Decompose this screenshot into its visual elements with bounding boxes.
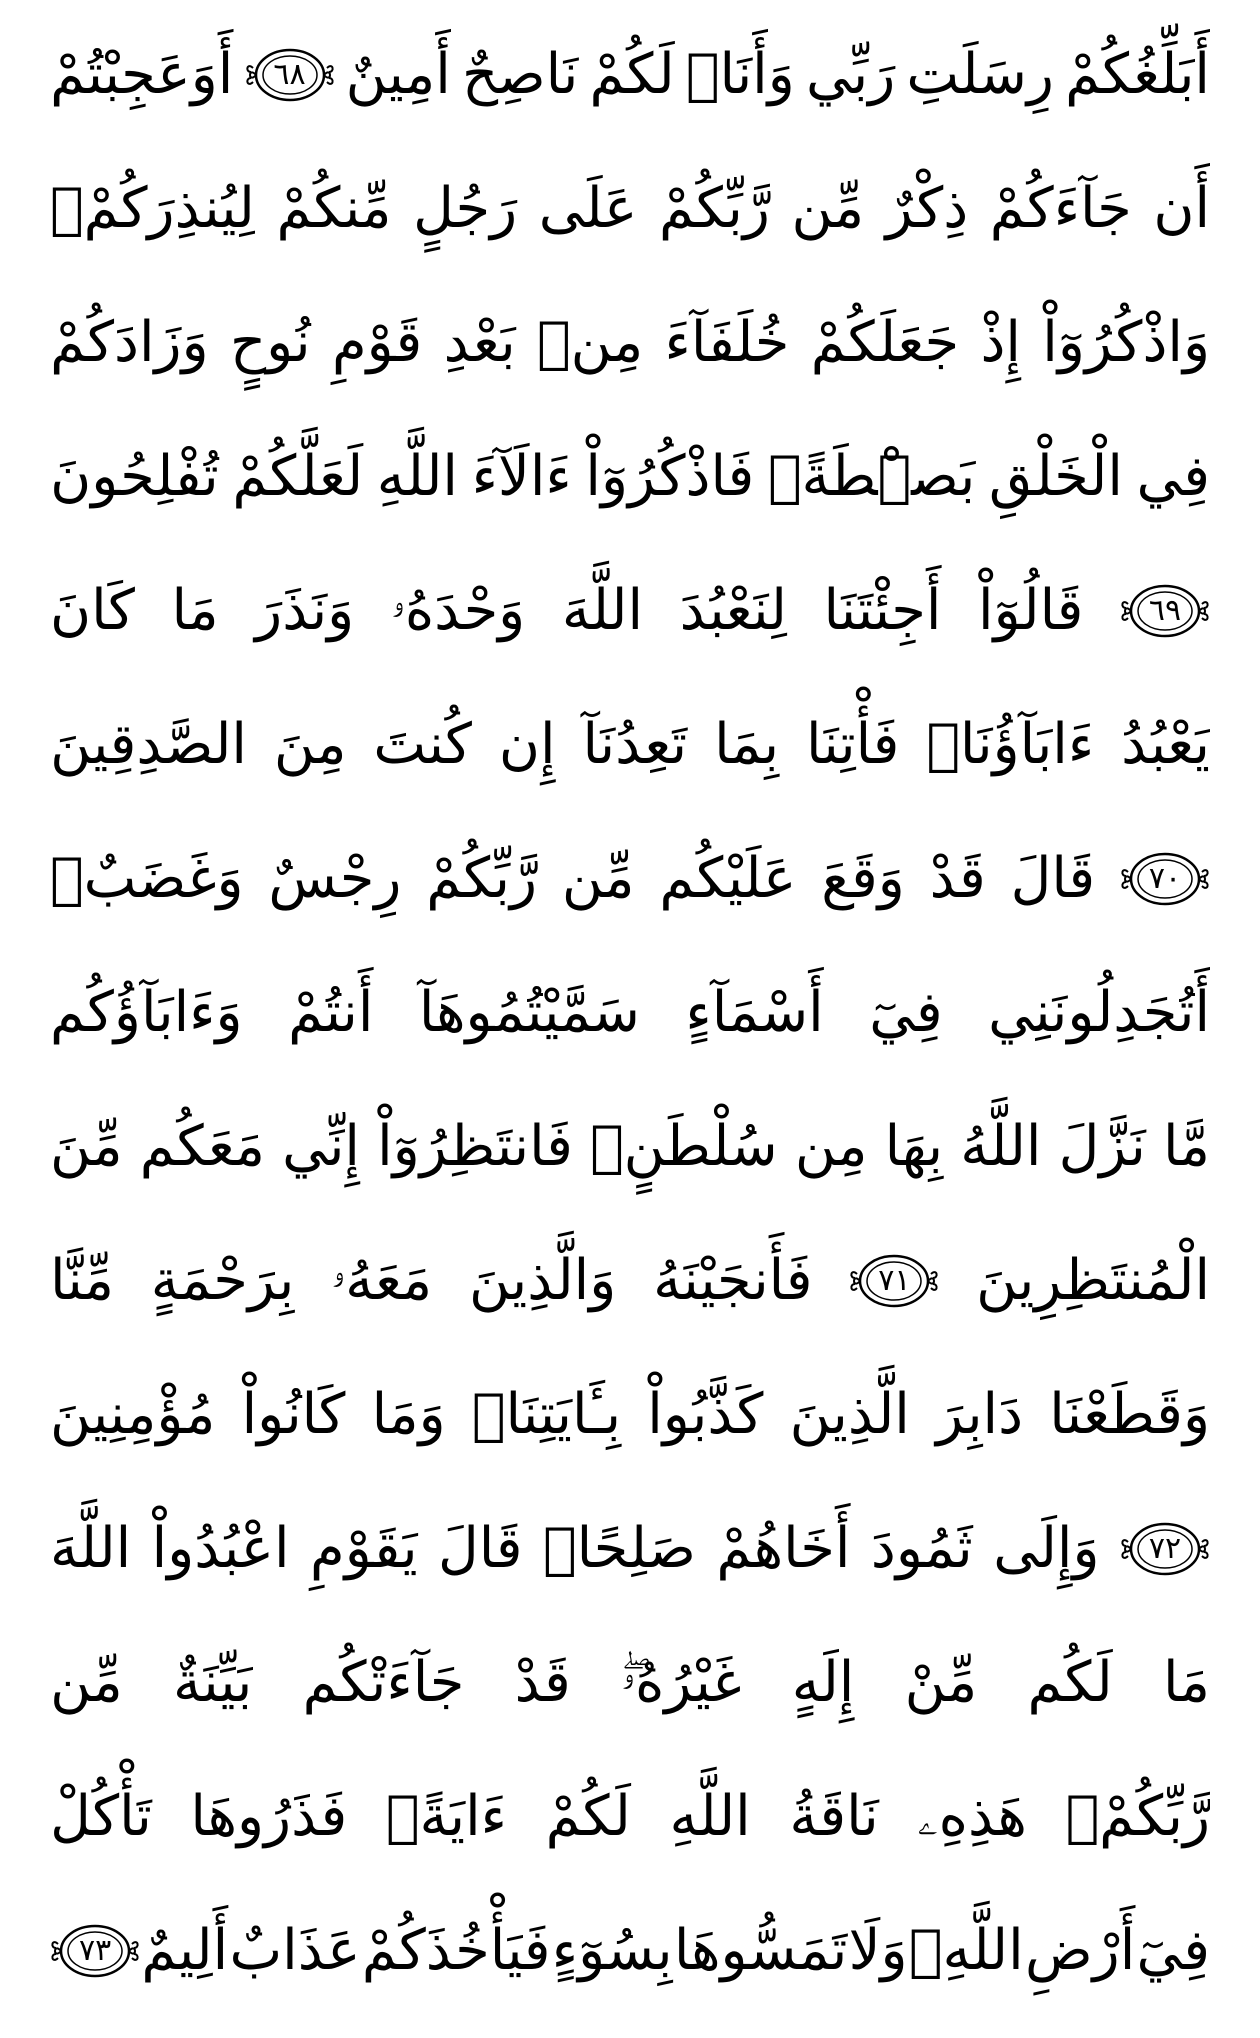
verse-line — [50, 142, 1210, 276]
quran-word: بِسُوٓءٍ — [551, 1918, 673, 1983]
quran-word: تَأْكُلْ — [50, 1784, 152, 1849]
quran-word: يَقَوْمِ — [310, 1516, 418, 1581]
quran-word: اللَّهَ — [50, 1516, 132, 1581]
quran-word: وَلَا — [848, 1918, 908, 1983]
quran-word: وَالَّذِينَ — [469, 1248, 617, 1313]
quran-word: اعْبُدُواْ — [151, 1516, 290, 1581]
verse-line — [50, 678, 1210, 812]
verse-line — [50, 276, 1210, 410]
quran-word: فِي — [1136, 444, 1210, 509]
quran-word: صَلِحًاۗ — [543, 1516, 696, 1581]
quran-word: عَذَابٌ — [229, 1918, 361, 1983]
quran-word: لَكُمْ — [545, 1784, 631, 1849]
ayah-ornament-right-flourish — [1199, 1540, 1208, 1558]
quran-word: مَعَهُۥ — [331, 1248, 433, 1313]
quran-word: رَجُلٍ — [413, 176, 518, 241]
ayah-end-marker — [849, 1250, 939, 1312]
quran-word: نَاصِحٌ — [461, 42, 579, 107]
ayah-ornament-right-flourish — [1199, 870, 1208, 888]
quran-word: أَرْضِ — [1024, 1918, 1136, 1983]
quran-word: ثَمُودَ — [870, 1516, 973, 1581]
quran-word: وَغَضَبٌۖ — [50, 846, 244, 911]
quran-word: مَا — [1162, 1650, 1210, 1715]
quran-word: وَقَعَ — [821, 846, 905, 911]
quran-word: اللَّهِ — [376, 444, 458, 509]
quran-word: ءَايَةًۖ — [385, 1784, 507, 1849]
quran-word: خُلَفَآءَ — [664, 310, 790, 375]
quran-word: فَأَنجَيْنَهُ — [653, 1248, 813, 1313]
quran-word: رَّبِّكُمْ — [659, 176, 770, 241]
ayah-ornament-right-flourish — [928, 1272, 937, 1290]
quran-word: أَبَلِّغُكُمْ — [1065, 42, 1210, 107]
quran-word: فَانتَظِرُوٓاْ — [377, 1114, 573, 1179]
quran-word: أَن — [1153, 176, 1210, 241]
quran-word: لَكُم — [1027, 1650, 1113, 1715]
ayah-ornament-left-flourish — [1122, 870, 1131, 888]
quran-word: عَلَيْكُم — [659, 846, 797, 911]
quran-word: يَعْبُدُ — [1121, 712, 1210, 777]
quran-word: وَحْدَهُۥ — [390, 578, 526, 643]
ayah-end-marker — [50, 1920, 140, 1982]
quran-word: مَعَكُم — [139, 1114, 265, 1179]
quran-word: مِّنكُمْ — [276, 176, 392, 241]
quran-word: مِن — [794, 1114, 868, 1179]
quran-word: مِّن — [50, 1650, 123, 1715]
quran-word: مِّن — [561, 846, 635, 911]
quran-word: أَسْمَآءٍ — [685, 980, 824, 1045]
ayah-ornament-left-flourish — [52, 1942, 61, 1960]
quran-word: فِيٓ — [1136, 1918, 1210, 1983]
quran-word: مِّنَّا — [50, 1248, 114, 1313]
quran-word: لِيُنذِرَكُمْۚ — [50, 176, 255, 241]
quran-word: أَنتُمْ — [288, 980, 374, 1045]
quran-word: الْمُنتَظِرِينَ — [976, 1248, 1210, 1313]
quran-word: بِمَا — [714, 712, 780, 777]
verse-line — [50, 1080, 1210, 1214]
quran-word: قَالُوٓاْ — [978, 578, 1084, 643]
quran-word: جَعَلَكُمْ — [810, 310, 960, 375]
quran-word: مُؤْمِنِينَ — [50, 1382, 216, 1447]
ayah-ornament-right-flourish — [129, 1942, 138, 1960]
quran-word: لَعَلَّكُمْ — [232, 444, 364, 509]
quran-word: بَيِّنَةٌ — [172, 1650, 253, 1715]
quran-word: كُنتَ — [373, 712, 472, 777]
quran-word: بِرَحْمَةٍ — [150, 1248, 295, 1313]
quran-word: ذِكْرٌ — [885, 176, 969, 241]
quran-word: فَأْتِنَا — [806, 712, 900, 777]
quran-word: إِلَهٍ — [791, 1650, 855, 1715]
quran-word: تُفْلِحُونَ — [50, 444, 219, 509]
quran-word: وَقَطَعْنَا — [1049, 1382, 1210, 1447]
quran-word: فِيٓ — [869, 980, 943, 1045]
quran-word: اللَّهِۖ — [908, 1918, 1024, 1983]
quran-word: وَاذْكُرُوٓاْ — [1042, 310, 1210, 375]
quran-word: كَانَ — [50, 578, 135, 643]
verse-line — [50, 1616, 1210, 1750]
quran-word: لِنَعْبُدَ — [679, 578, 787, 643]
quran-word: جَآءَكُمْ — [989, 176, 1132, 241]
verse-line — [50, 1750, 1210, 1884]
quran-word: نُوحٍ — [229, 310, 311, 375]
quran-word: مِنۢ — [536, 310, 644, 375]
quran-word: فَذَرُوهَا — [190, 1784, 348, 1849]
quran-word: أَمِينٌ — [345, 42, 451, 107]
quran-word: إِنِّي — [282, 1114, 360, 1179]
verse-line — [50, 812, 1210, 946]
quran-word: الَّذِينَ — [789, 1382, 910, 1447]
quran-word: مَّا — [1162, 1114, 1210, 1179]
quran-word: تَعِدُنَآ — [582, 712, 688, 777]
ayah-number: ٧٣ — [78, 1933, 112, 1968]
ayah-number: ٦٨ — [273, 57, 306, 92]
ayah-end-marker — [1120, 1518, 1210, 1580]
ayah-ornament-right-flourish — [1199, 602, 1208, 620]
quran-word: بِـَٔايَتِنَاۖ — [471, 1382, 622, 1447]
verse-line — [50, 410, 1210, 544]
quran-word: كَانُواْ — [241, 1382, 346, 1447]
quran-word: أَجِئْتَنَا — [823, 578, 942, 643]
quran-word: رِسَلَتِ — [906, 42, 1054, 107]
quran-word: عَلَى — [538, 176, 638, 241]
quran-word: أَلِيمٌ — [141, 1918, 229, 1983]
quran-word: ءَالَآءَ — [471, 444, 572, 509]
verse-line — [50, 8, 1210, 142]
quran-word: ءَابَآؤُنَاۖ — [926, 712, 1095, 777]
ayah-ornament-left-flourish — [852, 1272, 861, 1290]
ayah-end-marker — [1120, 848, 1210, 910]
quran-word: اللَّهِ — [669, 1784, 751, 1849]
quran-word: سَمَّيْتُمُوهَآ — [418, 980, 640, 1045]
quran-word: مِّنَ — [50, 1114, 123, 1179]
ayah-number: ٧٠ — [1148, 861, 1182, 896]
quran-word: اللَّهَ — [561, 578, 644, 643]
quran-word: بَعْدِ — [443, 310, 516, 375]
quran-word: وَءَابَآؤُكُم — [50, 980, 243, 1045]
quran-word: وَزَادَكُمْ — [50, 310, 209, 375]
quran-word: اللَّهُ — [960, 1114, 1042, 1179]
quran-word: رَبِّي — [805, 42, 896, 107]
quran-word: رَّبِّكُمْ — [426, 846, 538, 911]
ayah-number: ٧١ — [878, 1263, 911, 1298]
quran-word: نَاقَةُ — [789, 1784, 879, 1849]
quran-word: غَيْرُهُۥۖ — [621, 1650, 742, 1715]
verse-line — [50, 946, 1210, 1080]
ayah-ornament-left-flourish — [1122, 602, 1131, 620]
quran-word: مِنَ — [273, 712, 347, 777]
quran-word: قَالَ — [1010, 846, 1096, 911]
quran-word: رِجْسٌ — [268, 846, 402, 911]
ayah-number: ٦٩ — [1148, 593, 1182, 628]
quran-word: دَابِرَ — [936, 1382, 1024, 1447]
quran-word: جَآءَتْكُم — [302, 1650, 465, 1715]
quran-word: الصَّدِقِينَ — [50, 712, 247, 777]
quran-word: بِهَا — [884, 1114, 944, 1179]
ayah-ornament-right-flourish — [324, 66, 333, 84]
quran-word: وَإِلَى — [993, 1516, 1100, 1581]
quran-word: أَوَعَجِبْتُمْ — [50, 42, 234, 107]
verse-line — [50, 544, 1210, 678]
quran-word: قَدْ — [514, 1650, 571, 1715]
quran-word: فَيَأْخُذَكُمْ — [361, 1918, 551, 1983]
verse-line — [50, 1482, 1210, 1616]
verse-line — [50, 1884, 1210, 2018]
quran-word: كَذَّبُواْ — [647, 1382, 764, 1447]
quran-word: مَا — [171, 578, 219, 643]
ayah-ornament-left-flourish — [247, 66, 256, 84]
quran-word: هَذِهِۦ — [917, 1784, 1027, 1849]
quran-word: أَتُجَدِلُونَنِي — [988, 980, 1210, 1045]
quran-word: وَنَذَرَ — [255, 578, 355, 643]
verse-line — [50, 1214, 1210, 1348]
quran-word: الْخَلْقِ — [988, 444, 1123, 509]
quran-word: وَأَنَا۠ — [685, 42, 795, 107]
quran-word: إِن — [498, 712, 556, 777]
verse-line — [50, 1348, 1210, 1482]
quran-word: سُلْطَنٍۚ — [590, 1114, 778, 1179]
quran-word: نَزَّلَ — [1058, 1114, 1146, 1179]
quran-word: قَالَ — [438, 1516, 523, 1581]
quran-word: وَمَا — [371, 1382, 446, 1447]
ayah-number: ٧٢ — [1148, 1531, 1182, 1566]
ayah-end-marker — [245, 44, 335, 106]
quran-word: فَاذْكُرُوٓاْ — [585, 444, 755, 509]
quran-word: رَّبِّكُمْۖ — [1065, 1784, 1210, 1849]
quran-word: تَمَسُّوهَا — [673, 1918, 848, 1983]
quran-word: لَكُمْ — [589, 42, 675, 107]
quran-word: أَخَاهُمْ — [716, 1516, 851, 1581]
quran-word: إِذْ — [980, 310, 1021, 375]
quran-word: مِّن — [791, 176, 865, 241]
quran-word: قَدْ — [929, 846, 986, 911]
quran-word: قَوْمِ — [331, 310, 423, 375]
quran-word: بَصْۜطَةًۖ — [767, 444, 976, 509]
ayah-end-marker — [1120, 580, 1210, 642]
ayah-ornament-left-flourish — [1122, 1540, 1131, 1558]
quran-word: مِّنْ — [904, 1650, 978, 1715]
